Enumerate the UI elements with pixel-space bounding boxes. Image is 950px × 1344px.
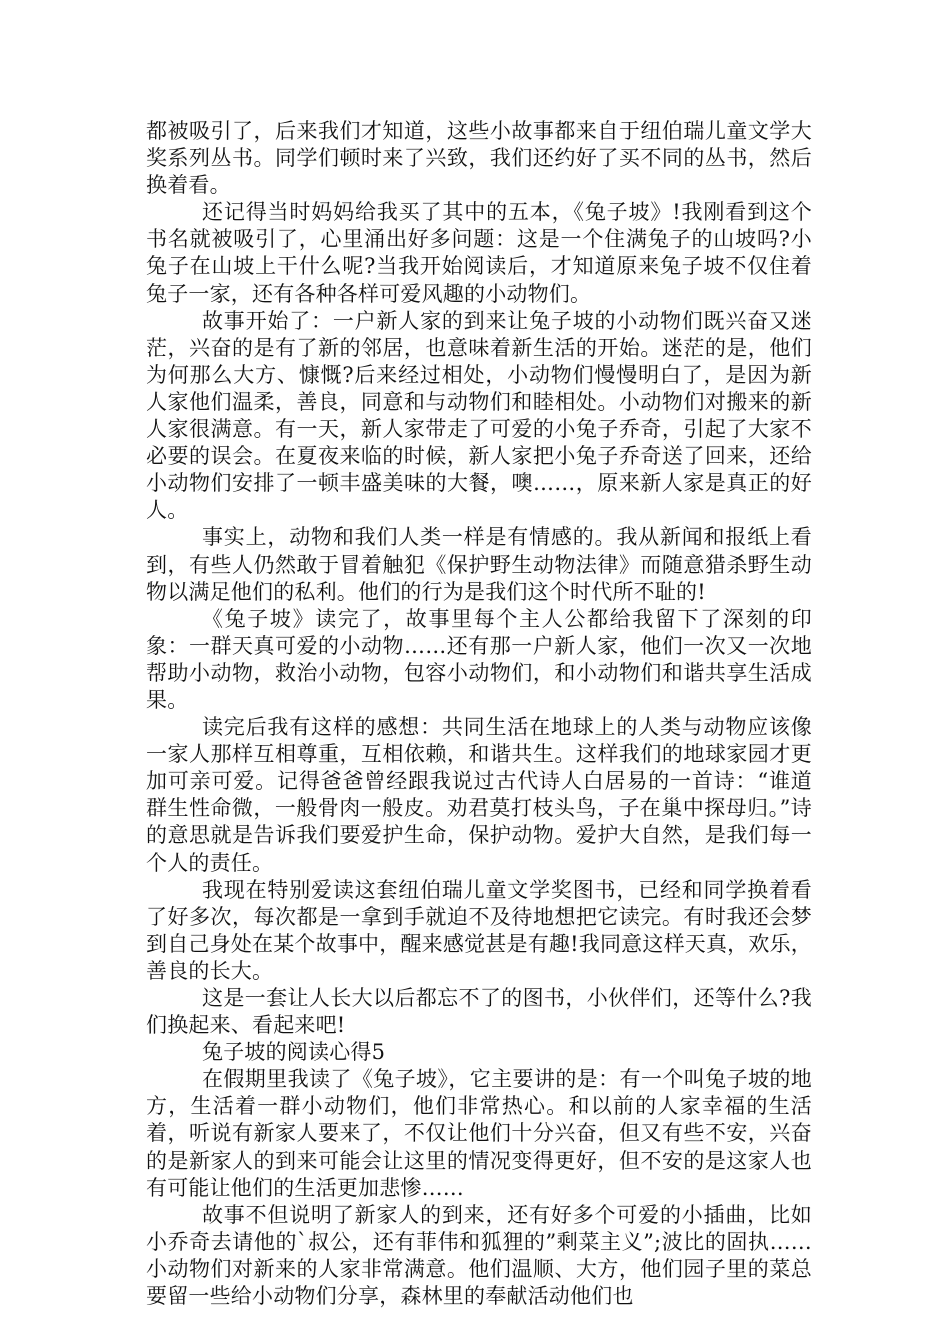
paragraph-4: 事实上，动物和我们人类一样是有情感的。我从新闻和报纸上看到，有些人仍然敢于冒着触犯《保护野生动物法律》而随意猎杀野生动物以满足他们的私利。他们的行为是我们这个时代所不耻的!	[146, 525, 812, 604]
paragraph-1: 都被吸引了，后来我们才知道，这些小故事都来自于纽伯瑞儿童文学大奖系列丛书。同学们顿时来了兴致，我们还约好了买不同的丛书，然后换着看。	[146, 119, 812, 198]
paragraph-10: 故事不但说明了新家人的到来，还有好多个可爱的小插曲，比如小乔奇去请他的`叔公，还有菲伟和狐狸的”剩菜主义”;波比的固执……小动物们对新来的人家非常满意。他们温顺、大方，他们园子里的菜总要留一些给小动物们分享，森林里的奉献活动他们也	[146, 1202, 812, 1309]
paragraph-2: 还记得当时妈妈给我买了其中的五本，《兔子坡》!我刚看到这个书名就被吸引了，心里涌出好多问题：这是一个住满兔子的山坡吗?小兔子在山坡上干什么呢?当我开始阅读后，才知道原来兔子坡不仅住着兔子一家，还有各种各样可爱风趣的小动物们。	[146, 200, 812, 306]
paragraph-7: 我现在特别爱读这套纽伯瑞儿童文学奖图书，已经和同学换着看了好多次，每次都是一拿到手就迫不及待地想把它读完。有时我还会梦到自己身处在某个故事中，醒来感觉甚是有趣!我同意这样天真，欢乐，善良的长大。	[146, 877, 812, 983]
paragraph-3: 故事开始了：一户新人家的到来让兔子坡的小动物们既兴奋又迷茫，兴奋的是有了新的邻居，也意味着新生活的开始。迷茫的是，他们为何那么大方、慷慨?后来经过相处，小动物们慢慢明白了，是因为新人家他们温柔，善良，同意和与动物们和睦相处。小动物们对搬来的新人家很满意。有一天，新人家带走了可爱的小兔子乔奇，引起了大家不必要的误会。在夏夜来临的时候，新人家把小兔子乔奇送了回来，还给小动物们安排了一顿丰盛美味的大餐，噢……，原来新人家是真正的好人。	[146, 308, 812, 523]
document-body	[146, 118, 812, 1310]
paragraph-8: 这是一套让人长大以后都忘不了的图书，小伙伴们，还等什么?我们换起来、看起来吧!	[146, 986, 812, 1038]
section-heading: 兔子坡的阅读心得5	[202, 1040, 386, 1065]
paragraph-9: 在假期里我读了《兔子坡》，它主要讲的是：有一个叫兔子坡的地方，生活着一群小动物们，他们非常热心。和以前的人家幸福的生活着，听说有新家人要来了，不仅让他们十分兴奋，但又有些不安，兴奋的是新家人的到来可能会让这里的情况变得更好，但不安的是这家人也有可能让他们的生活更加悲惨……	[146, 1067, 812, 1200]
paragraph-6: 读完后我有这样的感想：共同生活在地球上的人类与动物应该像一家人那样互相尊重，互相依赖，和谐共生。这样我们的地球家园才更加可亲可爱。记得爸爸曾经跟我说过古代诗人白居易的一首诗：“谁道群生性命微，一般骨肉一般皮。劝君莫打枝头鸟，子在巢中探母归。”诗的意思就是告诉我们要爱护生命，保护动物。爱护大自然，是我们每一个人的责任。	[146, 715, 812, 875]
paragraph-5: 《兔子坡》读完了，故事里每个主人公都给我留下了深刻的印象：一群天真可爱的小动物……还有那一户新人家，他们一次又一次地帮助小动物，救治小动物，包容小动物们，和小动物们和谐共享生活成果。	[146, 606, 812, 712]
